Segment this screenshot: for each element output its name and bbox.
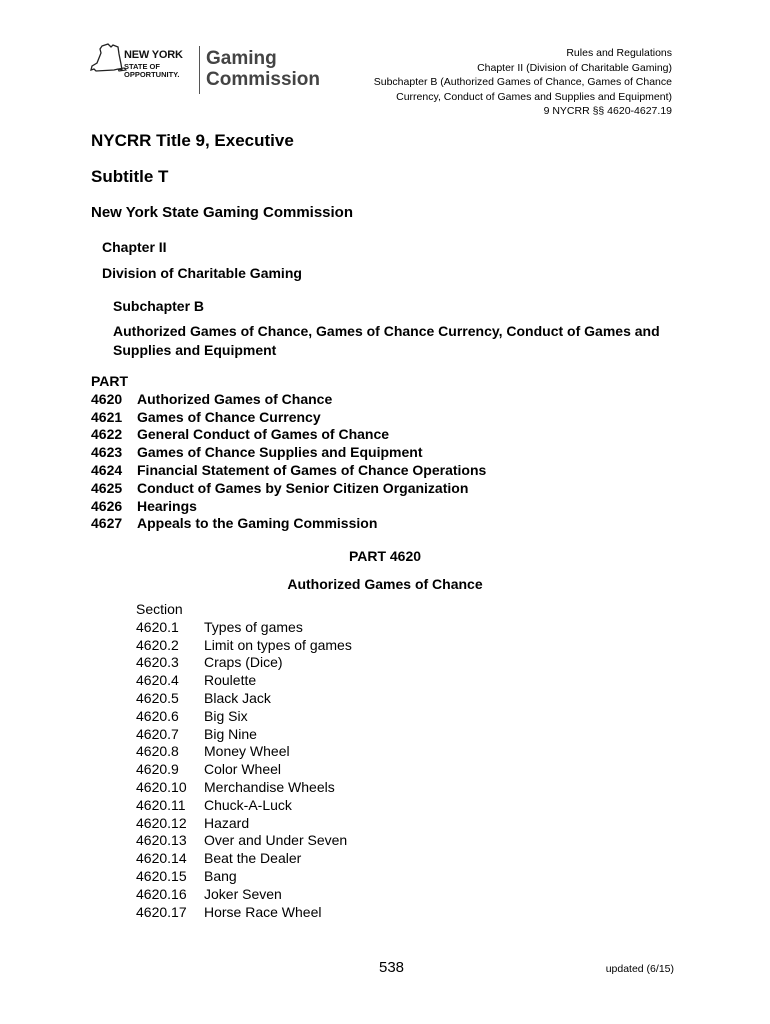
list-item: 4624 Financial Statement of Games of Chance Operations [91, 461, 487, 478]
new-york-state-outline-icon [88, 42, 128, 82]
list-item: 4620 Authorized Games of Chance [91, 390, 333, 407]
chapter-label: Chapter II [102, 239, 167, 255]
header-line: Chapter II (Division of Charitable Gaming) [477, 61, 672, 74]
parts-list [91, 373, 486, 533]
subchapter-label: Subchapter B [113, 298, 205, 314]
section-label: Section [136, 601, 183, 617]
header-line: 9 NYCRR §§ 4620-4627.19 [543, 105, 672, 117]
gaming-commission-logo [88, 42, 321, 98]
list-item: 4620.14 Beat the Dealer [136, 850, 302, 867]
list-item: 4620.8 Money Wheel [136, 743, 290, 760]
list-item: 4620.12 Hazard [136, 814, 250, 831]
list-item: 4620.4 Roulette [136, 672, 257, 689]
header-line: Currency, Conduct of Games and Supplies and Equipment) [396, 90, 672, 103]
list-item: 4620.13 Over and Under Seven [136, 832, 348, 849]
list-item: 4620.3 Craps (Dice) [136, 654, 283, 671]
list-item: 4620.1 Types of games [136, 618, 303, 635]
list-item: 4620.16 Joker Seven [136, 885, 282, 902]
list-item: 4625 Conduct of Games by Senior Citizen Organization [91, 479, 469, 496]
list-item: 4620.10 Merchandise Wheels [136, 778, 335, 795]
page-number: 538 [379, 959, 405, 976]
list-item: 4622 General Conduct of Games of Chance [91, 426, 390, 443]
updated-date: updated (6/15) [605, 963, 674, 975]
list-item: 4620.7 Big Nine [136, 725, 257, 742]
list-item: 4620.15 Bang [136, 867, 237, 884]
list-item: 4623 Games of Chance Supplies and Equipment [91, 444, 423, 461]
logo-state-of-opportunity: STATE OF OPPORTUNITY. [124, 62, 180, 79]
list-item: 4620.5 Black Jack [136, 689, 271, 706]
subchapter-name: Authorized Games of Chance, Games of Chance Currency, Conduct of Games and Supplies and Equipment [113, 323, 660, 358]
part-4620-heading: PART 4620 [348, 548, 422, 564]
logo-gaming-commission-text: Gaming Commission [206, 48, 321, 90]
list-item: 4620.6 Big Six [136, 707, 248, 724]
chapter-name: Division of Charitable Gaming [102, 265, 302, 281]
list-item: 4620.2 Limit on types of games [136, 636, 352, 653]
logo-new-york-text: NEW YORK [124, 49, 183, 61]
logo-divider [199, 46, 200, 94]
list-item: 4620.17 Horse Race Wheel [136, 903, 322, 920]
part-4620-title: Authorized Games of Chance [287, 576, 483, 592]
header-line: Rules and Regulations [566, 47, 672, 59]
sections-list [136, 601, 352, 921]
list-item: 4620.11 Chuck-A-Luck [136, 796, 292, 813]
document-subtitle: Subtitle T [91, 167, 169, 186]
list-item: 4621 Games of Chance Currency [91, 408, 321, 425]
header-line: Subchapter B (Authorized Games of Chance, Games of Chance [373, 76, 672, 88]
parts-heading: PART [91, 373, 129, 389]
list-item: 4627 Appeals to the Gaming Commission [91, 515, 378, 532]
list-item: 4626 Hearings [91, 497, 197, 514]
list-item: 4620.9 Color Wheel [136, 761, 282, 778]
document-title: NYCRR Title 9, Executive [91, 131, 294, 150]
agency-name: New York State Gaming Commission [91, 204, 354, 221]
document-header [374, 46, 672, 119]
